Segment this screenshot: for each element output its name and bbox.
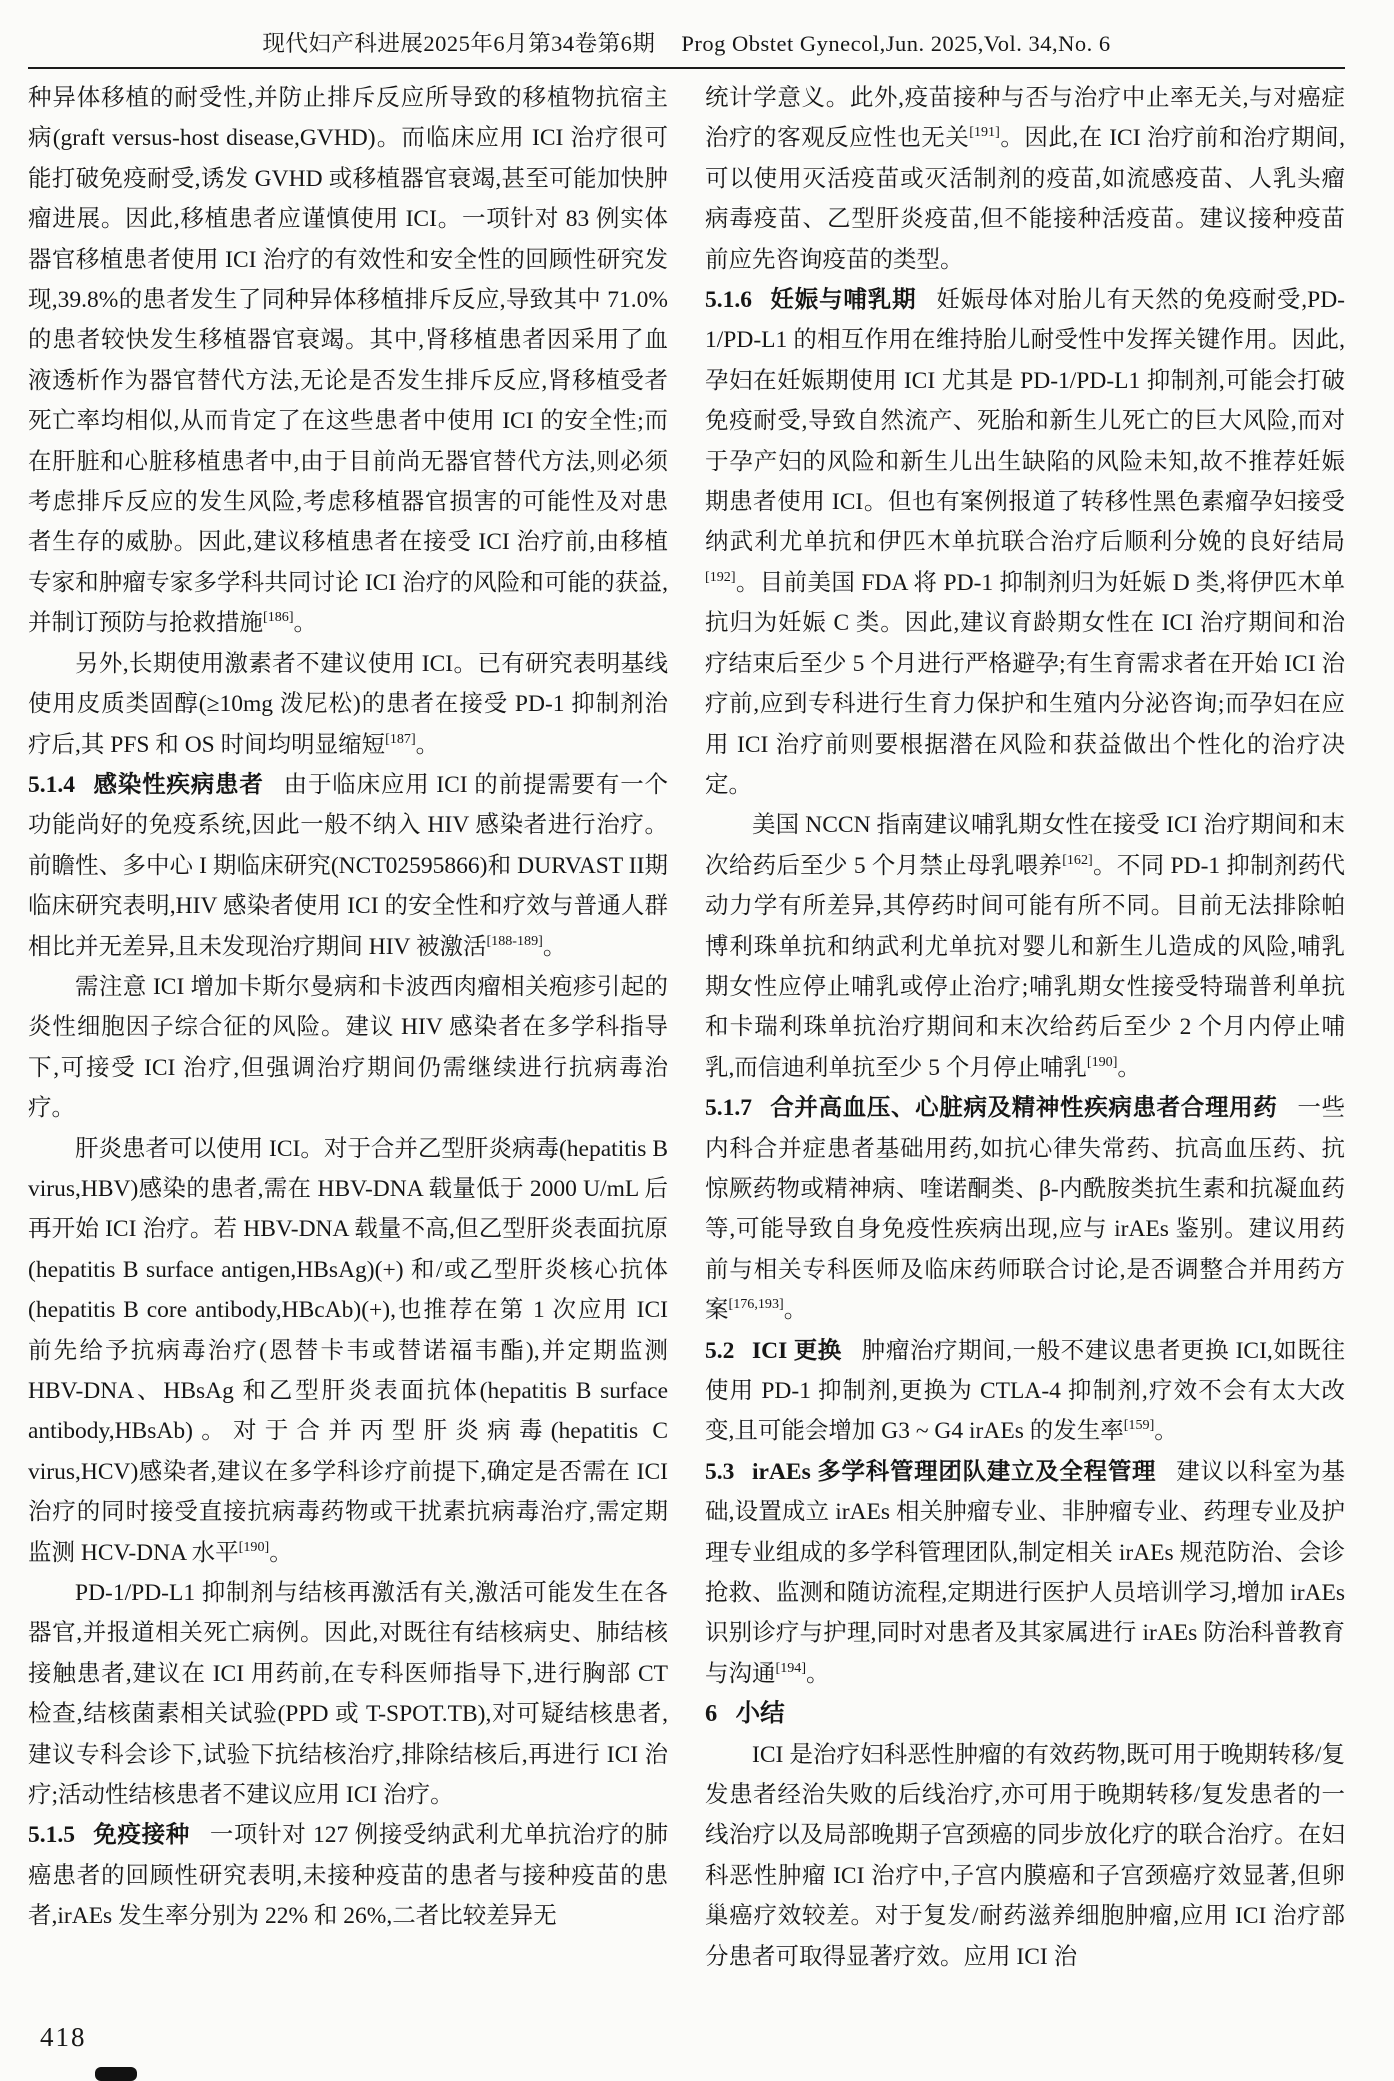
paragraph-text: 一项针对 127 例接受纳武利尤单抗治疗的肺癌患者的回顾性研究表明,未接种疫苗的患者与接种疫苗的患者,irAEs 发生率分别为 22% 和 26%,二者比较差异无 xyxy=(28,1822,669,1930)
section-title: 小结 xyxy=(735,1700,785,1728)
paragraph-text: ICI 是治疗妇科恶性肿瘤的有效药物,既可用于晚期转移/复发患者经治失败的后线治疗,亦可用于晚期转移/复发患者的一线治疗以及局部晚期子宫颈癌的同步放化疗的联合治疗。在妇科恶性肿瘤 ICI 治疗中,子宫内膜癌和子宫颈癌疗效显著,但卵巢癌疗效较差。对于复发/耐药滋养细胞肿瘤,应用 ICI 治疗部分患者可取得显著疗效。应用 ICI 治 xyxy=(705,1741,1345,1970)
section-title: 妊娠与哺乳期 xyxy=(769,287,917,314)
section-paragraph xyxy=(705,280,1345,805)
citation-ref: [176,193] xyxy=(728,1296,784,1313)
body-paragraph xyxy=(28,644,668,765)
section-number: 5.2 xyxy=(705,1337,735,1364)
body-paragraph xyxy=(28,1573,668,1815)
paragraph-text: 建议以科室为基础,设置成立 irAEs 相关肿瘤专业、非肿瘤专业、药理专业及护理专业组成的多学科管理团队,制定相关 irAEs 规范防治、会诊抢救、监测和随访流程,定期进行医护人员培训学习,增加 irAEs 识别诊疗与护理,同时对患者及其家属进行 irAEs 防治科普教育与沟通[194]。 xyxy=(705,1458,1346,1687)
paragraph-text: 肿瘤治疗期间,一般不建议患者更换 ICI,如既往使用 PD-1 抑制剂,更换为 CTLA-4 抑制剂,疗效不会有太大改变,且可能会增加 G3 ~ G4 irAEs 的发生率[159]。 xyxy=(705,1337,1345,1445)
paragraph-text: 另外,长期使用激素者不建议使用 ICI。已有研究表明基线使用皮质类固醇(≥10mg 泼尼松)的患者在接受 PD-1 抑制剂治疗后,其 PFS 和 OS 时间均明显缩短[187]。 xyxy=(28,650,668,758)
paragraph-text: 种异体移植的耐受性,并防止排斥反应所导致的移植物抗宿主病(graft versus-host disease,GVHD)。而临床应用 ICI 治疗很可能打破免疫耐受,诱发 GVHD 或移植器官衰竭,甚至可能加快肿瘤进展。因此,移植患者应谨慎使用 ICI。一项针对 83 例实体器官移植患者使用 ICI 治疗的有效性和安全性的回顾性研究发现,39.8%的患者发生了同种异体移植排斥反应,导致其中 71.0%的患者较快发生移植器官衰竭。其中,肾移植患者因采用了血液透析作为器官替代方法,无论是否发生排斥反应,肾移植受者死亡率均相似,从而肯定了在这些患者中使用 ICI 的安全性;而在肝脏和心脏移植患者中,由于目前尚无器官替代方法,则必须考虑排斥反应的发生风险,考虑移植器官损害的可能性及对患者生存的威胁。因此,建议移植患者在接受 ICI 治疗前,由移植专家和肿瘤专家多学科共同讨论 ICI 治疗的风险和可能的获益,并制订预防与抢救措施[186]。 xyxy=(28,85,668,637)
citation-ref: [186] xyxy=(263,609,294,626)
section-title: 合并高血压、心脏病及精神性疾病患者合理用药 xyxy=(769,1095,1278,1122)
paragraph-text: 统计学意义。此外,疫苗接种与否与治疗中止率无关,与对癌症治疗的客观反应性也无关[191]。因此,在 ICI 治疗前和治疗期间,可以使用灭活疫苗或灭活制剂的疫苗,如流感疫苗、人乳头瘤病毒疫苗、乙型肝炎疫苗,但不能接种活疫苗。建议接种疫苗前应先咨询疫苗的类型。 xyxy=(705,85,1346,273)
section-paragraph xyxy=(28,765,668,967)
section-paragraph xyxy=(705,1694,1345,1734)
paragraph-text: PD-1/PD-L1 抑制剂与结核再激活有关,激活可能发生在各器官,并报道相关死亡病例。因此,对既往有结核病史、肺结核接触患者,建议在 ICI 用药前,在专科医师指导下,进行胸部 CT 检查,结核菌素相关试验(PPD 或 T-SPOT.TB),对可疑结核患者,建议专科会诊下,试验下抗结核治疗,排除结核后,再进行 ICI 治疗;活动性结核患者不建议应用 ICI 治疗。 xyxy=(28,1580,668,1809)
journal-title-chinese: 现代妇产科进展2025年6月第34卷第6期 xyxy=(262,31,656,56)
section-number: 5.1.6 xyxy=(705,287,752,314)
body-paragraph xyxy=(705,1735,1345,1977)
body-paragraph xyxy=(28,967,668,1129)
journal-title-english: Prog Obstet Gynecol,Jun. 2025,Vol. 34,No. 6 xyxy=(681,31,1111,56)
section-number: 5.3 xyxy=(705,1458,735,1485)
paragraph-text: 肝炎患者可以使用 ICI。对于合并乙型肝炎病毒(hepatitis B virus,HBV)感染的患者,需在 HBV-DNA 载量低于 2000 U/mL 后再开始 ICI 治疗。若 HBV-DNA 载量不高,但乙型肝炎表面抗原(hepatitis B surface antigen,HBsAg)(+) 和/或乙型肝炎核心抗体(hepatitis B core antibody,HBcAb)(+),也推荐在第 1 次应用 ICI 前先给予抗病毒治疗(恩替卡韦或替诺福韦酯),并定期监测 HBV-DNA、HBsAg 和乙型肝炎表面抗体(hepatitis B surface antibody,HBsAb)。对于合并丙型肝炎病毒(hepatitis C virus,HCV)感染者,建议在多学科诊疗前提下,确定是否需在 ICI 治疗的同时接受直接抗病毒药物或干扰素抗病毒治疗,需定期监测 HCV-DNA 水平[190]。 xyxy=(28,1135,668,1566)
citation-ref: [190] xyxy=(238,1538,270,1555)
citation-ref: [190] xyxy=(1086,1053,1118,1070)
scan-artifact xyxy=(95,2067,137,2081)
column-right xyxy=(705,78,1345,1977)
body-paragraph xyxy=(705,805,1345,1088)
section-paragraph xyxy=(705,1452,1345,1694)
page-header xyxy=(28,26,1345,69)
citation-ref: [188-189] xyxy=(486,932,543,949)
paragraph-text: 妊娠母体对胎儿有天然的免疫耐受,PD-1/PD-L1 的相互作用在维持胎儿耐受性中发挥关键作用。因此,孕妇在妊娠期使用 ICI 尤其是 PD-1/PD-L1 抑制剂,可能会打破免疫耐受,导致自然流产、死胎和新生儿死亡的巨大风险,而对于孕产妇的风险和新生儿出生缺陷的风险未知,故不推荐妊娠期患者使用 ICI。但也有案例报道了转移性黑色素瘤孕妇接受纳武利尤单抗和伊匹木单抗联合治疗后顺利分娩的良好结局[192]。目前美国 FDA 将 PD-1 抑制剂归为妊娠 D 类,将伊匹木单抗归为妊娠 C 类。因此,建议育龄期女性在 ICI 治疗期间和治疗结束后至少 5 个月进行严格避孕;有生育需求者在开始 ICI 治疗前,应到专科进行生育力保护和生殖内分泌咨询;而孕妇在应用 ICI 治疗前则要根据潜在风险和获益做出个性化的治疗决定。 xyxy=(705,287,1345,798)
section-paragraph xyxy=(705,1088,1345,1330)
citation-ref: [191] xyxy=(969,124,1000,141)
citation-ref: [187] xyxy=(385,730,416,747)
page-number: 418 xyxy=(40,2022,87,2052)
column-left xyxy=(28,78,668,1977)
citation-ref: [159] xyxy=(1123,1417,1155,1434)
body-paragraph xyxy=(28,1129,668,1573)
section-paragraph xyxy=(705,1331,1345,1452)
section-number: 5.1.4 xyxy=(28,771,75,798)
two-column-body xyxy=(28,78,1345,1977)
citation-ref: [162] xyxy=(1062,851,1093,868)
citation-ref: [192] xyxy=(705,569,736,586)
section-title: ICI 更换 xyxy=(752,1337,842,1364)
paragraph-text: 美国 NCCN 指南建议哺乳期女性在接受 ICI 治疗期间和末次给药后至少 5 个月禁止母乳喂养[162]。不同 PD-1 抑制剂药代动力学有所差异,其停药时间可能有所不同。目前无法排除帕博利珠单抗和纳武利尤单抗对婴儿和新生儿造成的风险,哺乳期女性应停止哺乳或停止治疗;哺乳期女性接受特瑞普利单抗和卡瑞利珠单抗治疗期间和末次给药后至少 2 个月内停止哺乳,而信迪利单抗至少 5 个月停止哺乳[190]。 xyxy=(705,812,1346,1081)
section-title: 免疫接种 xyxy=(92,1822,190,1849)
section-number: 5.1.5 xyxy=(28,1822,75,1849)
section-number: 6 xyxy=(705,1700,718,1728)
body-paragraph xyxy=(705,78,1345,280)
section-number: 5.1.7 xyxy=(705,1095,752,1122)
body-paragraph xyxy=(28,78,668,644)
citation-ref: [194] xyxy=(775,1660,807,1677)
section-title: 感染性疾病患者 xyxy=(92,771,264,798)
paragraph-text: 一些内科合并症患者基础用药,如抗心律失常药、抗高血压药、抗惊厥药物或精神病、喹诺酮类、β-内酰胺类抗生素和抗凝血药等,可能导致自身免疫性疾病出现,应与 irAEs 鉴别。建议用药前与相关专科医师及临床药师联合讨论,是否调整合并用药方案[176,193]。 xyxy=(705,1095,1346,1324)
section-title: irAEs 多学科管理团队建立及全程管理 xyxy=(752,1458,1157,1485)
paragraph-text: 由于临床应用 ICI 的前提需要有一个功能尚好的免疫系统,因此一般不纳入 HIV 感染者进行治疗。前瞻性、多中心 I 期临床研究(NCT02595866)和 DURVAST II期临床研究表明,HIV 感染者使用 ICI 的安全性和疗效与普通人群相比并无差异,且未发现治疗期间 HIV 被激活[188-189]。 xyxy=(28,771,669,960)
paragraph-text: 需注意 ICI 增加卡斯尔曼病和卡波西肉瘤相关疱疹引起的炎性细胞因子综合征的风险。建议 HIV 感染者在多学科指导下,可接受 ICI 治疗,但强调治疗期间仍需继续进行抗病毒治疗。 xyxy=(28,973,668,1122)
section-paragraph xyxy=(28,1815,668,1936)
